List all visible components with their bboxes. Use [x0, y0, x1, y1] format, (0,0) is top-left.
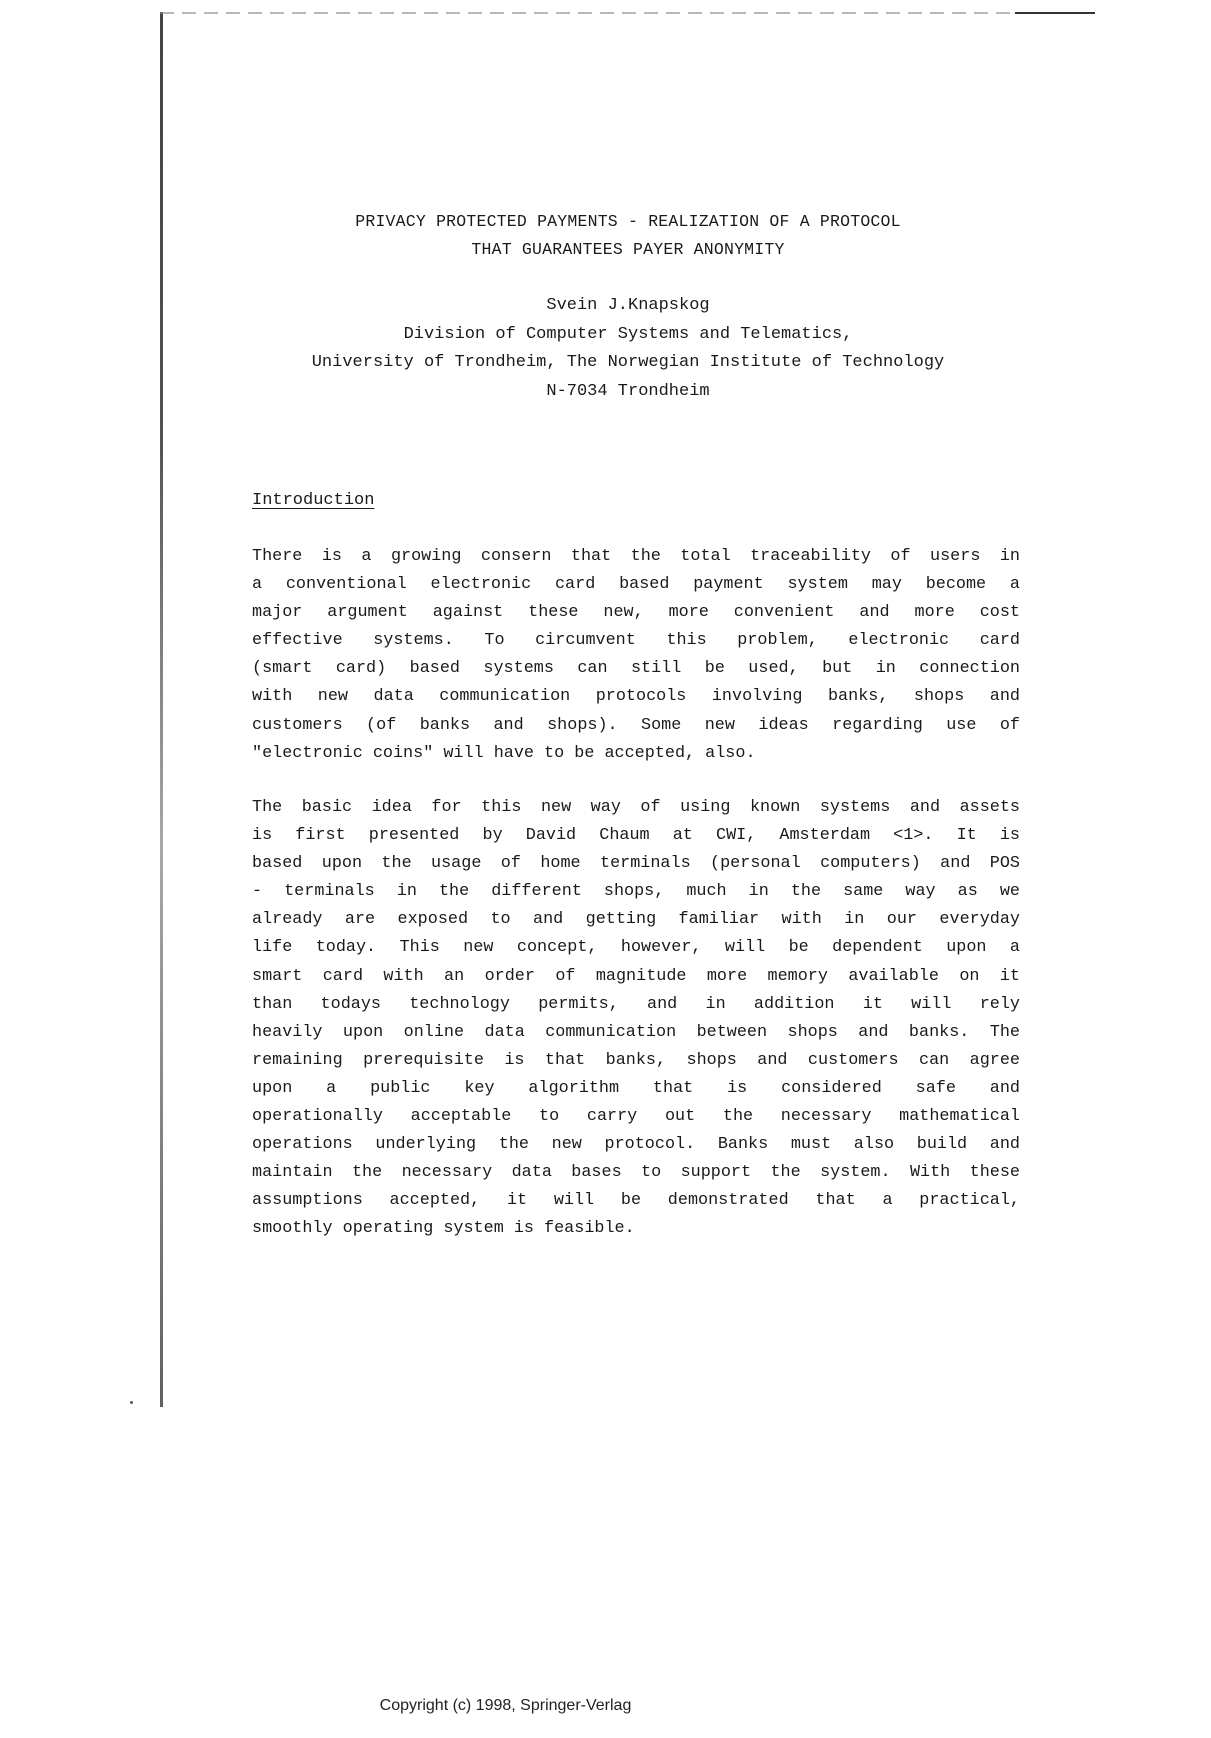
author-block: [0, 292, 1211, 406]
paragraph-2-line: operations underlying the new protocol. Banks must also build and: [252, 1135, 1020, 1155]
title-line-2: THAT GUARANTEES PAYER ANONYMITY: [471, 240, 785, 259]
paragraph-2-line: already are exposed to and getting familiar with in our everyday: [252, 910, 1020, 930]
paragraph-2-line: operationally acceptable to carry out the necessary mathematical: [252, 1107, 1020, 1127]
paragraph-2-line: The basic idea for this new way of using known systems and assets: [252, 798, 1020, 817]
paragraph-1-line: (smart card) based systems can still be used, but in connection: [252, 659, 1020, 679]
paragraph-2-line: smart card with an order of magnitude more memory available on it: [252, 966, 1020, 986]
paragraph-2-line: upon a public key algorithm that is considered safe and: [252, 1078, 1020, 1098]
title-line-1: PRIVACY PROTECTED PAYMENTS - REALIZATION OF A PROTOCOL: [355, 212, 901, 231]
scan-speck: [130, 1401, 133, 1404]
paragraph-2-line: - terminals in the different shops, much in the same way as we: [252, 882, 1020, 902]
author-name: Svein J.Knapskog: [546, 296, 710, 315]
paragraph-2-line: heavily upon online data communication between shops and banks. The: [252, 1022, 1020, 1042]
copyright-footer: Copyright (c) 1998, Springer-Verlag: [379, 1697, 632, 1714]
paragraph-2-line: based upon the usage of home terminals (personal computers) and POS: [252, 854, 1020, 874]
paragraph-1-line: a conventional electronic card based payment system may become a: [252, 575, 1020, 595]
author-university: University of Trondheim, The Norwegian Institute of Technology: [311, 353, 945, 372]
paragraph-2-line: life today. This new concept, however, will be dependent upon a: [252, 938, 1020, 958]
paper-title: [0, 208, 1211, 264]
section-heading-introduction: Introduction: [252, 491, 375, 510]
paragraph-1-line: customers (of banks and shops). Some new ideas regarding use of: [252, 715, 1020, 735]
paragraph-1-line: effective systems. To circumvent this problem, electronic card: [252, 631, 1020, 651]
author-division: Division of Computer Systems and Telematics,: [403, 324, 853, 344]
paragraph-2: [252, 794, 1020, 1244]
paragraph-2-line: remaining prerequisite is that banks, shops and customers can agree: [252, 1050, 1020, 1070]
paragraph-1-line: "electronic coins" will have to be accepted, also.: [252, 743, 756, 763]
paragraph-1-line: There is a growing consern that the total traceability of users in: [252, 547, 1020, 566]
scan-top-rule: [160, 12, 1095, 14]
paragraph-2-line: maintain the necessary data bases to support the system. With these: [252, 1163, 1020, 1183]
paragraph-1-line: with new data communication protocols involving banks, shops and: [252, 687, 1020, 707]
paragraph-2-line: assumptions accepted, it will be demonstrated that a practical,: [252, 1191, 1020, 1211]
paragraph-1: [252, 543, 1020, 768]
author-address: N-7034 Trondheim: [546, 381, 710, 401]
paragraph-2-line: smoothly operating system is feasible.: [252, 1219, 635, 1239]
paragraph-2-line: than todays technology permits, and in addition it will rely: [252, 994, 1020, 1014]
paragraph-2-line: is first presented by David Chaum at CWI, Amsterdam <1>. It is: [252, 826, 1020, 846]
paragraph-1-line: major argument against these new, more convenient and more cost: [252, 603, 1020, 623]
scan-top-rule-solid: [1015, 12, 1095, 14]
